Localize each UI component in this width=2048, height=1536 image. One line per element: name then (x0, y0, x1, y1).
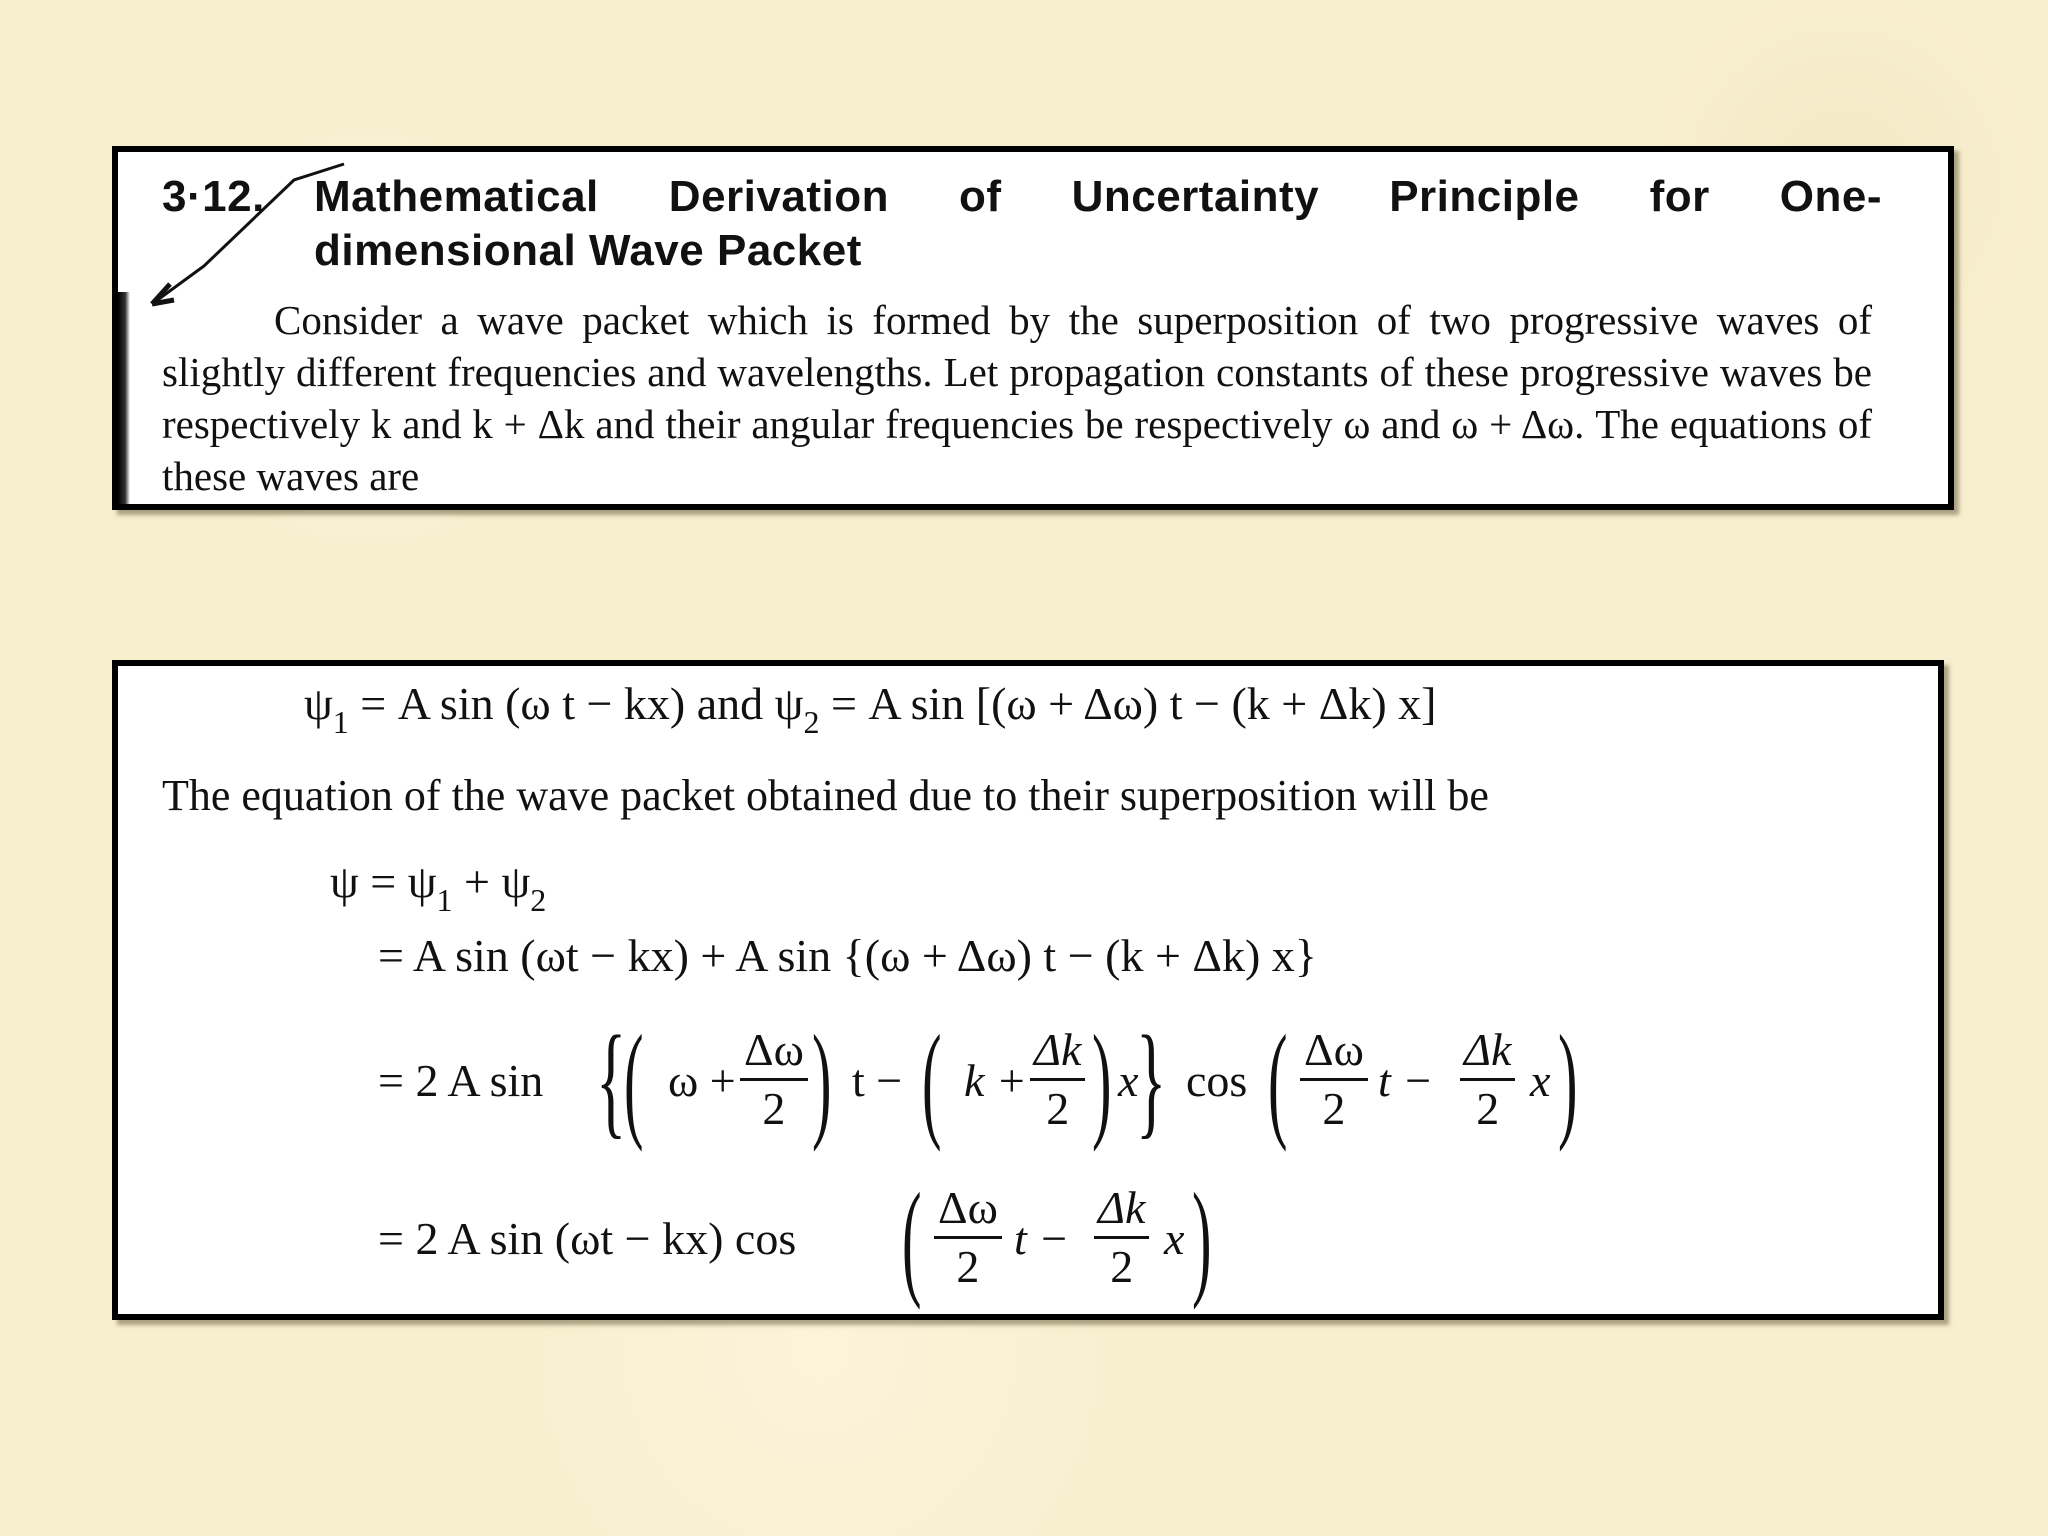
t-minus: t − (1014, 1213, 1070, 1264)
left-paren: ( (922, 1009, 942, 1153)
right-paren: ) (1192, 1167, 1212, 1311)
fraction-d-k-over-2: $\frac{\Delta k}{2}$ (1030, 1022, 1085, 1137)
section-title-line-1: Mathematical Derivation of Uncertainty Principle for One- (314, 172, 1882, 221)
intro-paragraph: Consider a wave packet which is formed by the superposition of two progressive waves of slightly different frequencies and wavelengths. Let propagation constants of these progressive waves be respectively k and k + Δk and their angular frequencies be respectively ω and ω + Δω. The equations of these waves are (162, 297, 1872, 499)
subscript: 2 (530, 882, 547, 918)
fraction-d-omega-over-2: $\frac{\Delta\omega}{2}$ (1300, 1022, 1368, 1137)
plus-sign: + (464, 856, 490, 907)
subscript: 2 (803, 704, 820, 740)
k-plus: k + (964, 1055, 1027, 1106)
section-header-panel (112, 146, 1954, 510)
equation-psi1-body: = A sin (ω t − kx) and ψ (360, 678, 804, 729)
right-paren: ) (812, 1009, 832, 1153)
superposition-sentence: The equation of the wave packet obtained due to their superposition will be (162, 771, 1489, 820)
scan-shadow (118, 292, 130, 504)
right-paren: ) (1092, 1009, 1112, 1153)
fraction-d-omega-over-2: $\frac{\Delta\omega}{2}$ (740, 1022, 808, 1137)
x-variable: x (1118, 1055, 1139, 1106)
fraction-d-k-over-2: $\frac{\Delta k}{2}$ (1460, 1022, 1515, 1137)
x-variable: x (1164, 1213, 1185, 1264)
left-paren: ( (902, 1167, 922, 1311)
equation-lhs: ψ = ψ (330, 856, 437, 907)
psi-symbol: ψ (501, 856, 531, 907)
fraction-d-omega-over-2: $\frac{\Delta\omega}{2}$ (934, 1180, 1002, 1295)
t-minus: t − (852, 1055, 903, 1106)
section-number: 3·12. (162, 172, 265, 221)
left-paren: ( (624, 1009, 644, 1153)
left-paren: ( (1268, 1009, 1288, 1153)
wave-equations (304, 676, 1437, 740)
expanded-sum-equation: = A sin (ωt − kx) + A sin {(ω + Δω) t − (k + Δk) x} (378, 930, 1317, 981)
subscript: 1 (436, 882, 453, 918)
t-minus: t − (1378, 1055, 1434, 1106)
right-brace: } (1136, 1011, 1167, 1150)
superposition-equation (330, 854, 547, 918)
right-paren: ) (1558, 1009, 1578, 1153)
equations-panel (112, 660, 1944, 1320)
subscript: 1 (332, 704, 349, 740)
left-brace: { (596, 1011, 627, 1150)
fraction-d-k-over-2: $\frac{\Delta k}{2}$ (1094, 1180, 1149, 1295)
equation-prefix: = 2 A sin (378, 1055, 544, 1106)
cos-label: cos (1186, 1055, 1248, 1106)
x-variable: x (1530, 1055, 1551, 1106)
equation-prefix: = 2 A sin (ωt − kx) cos (378, 1213, 797, 1264)
equation-psi2-body: = A sin [(ω + Δω) t − (k + Δk) x] (830, 678, 1437, 729)
section-title-line-2: dimensional Wave Packet (314, 226, 862, 275)
omega-plus: ω + (668, 1055, 736, 1106)
psi-symbol: ψ (304, 678, 333, 729)
